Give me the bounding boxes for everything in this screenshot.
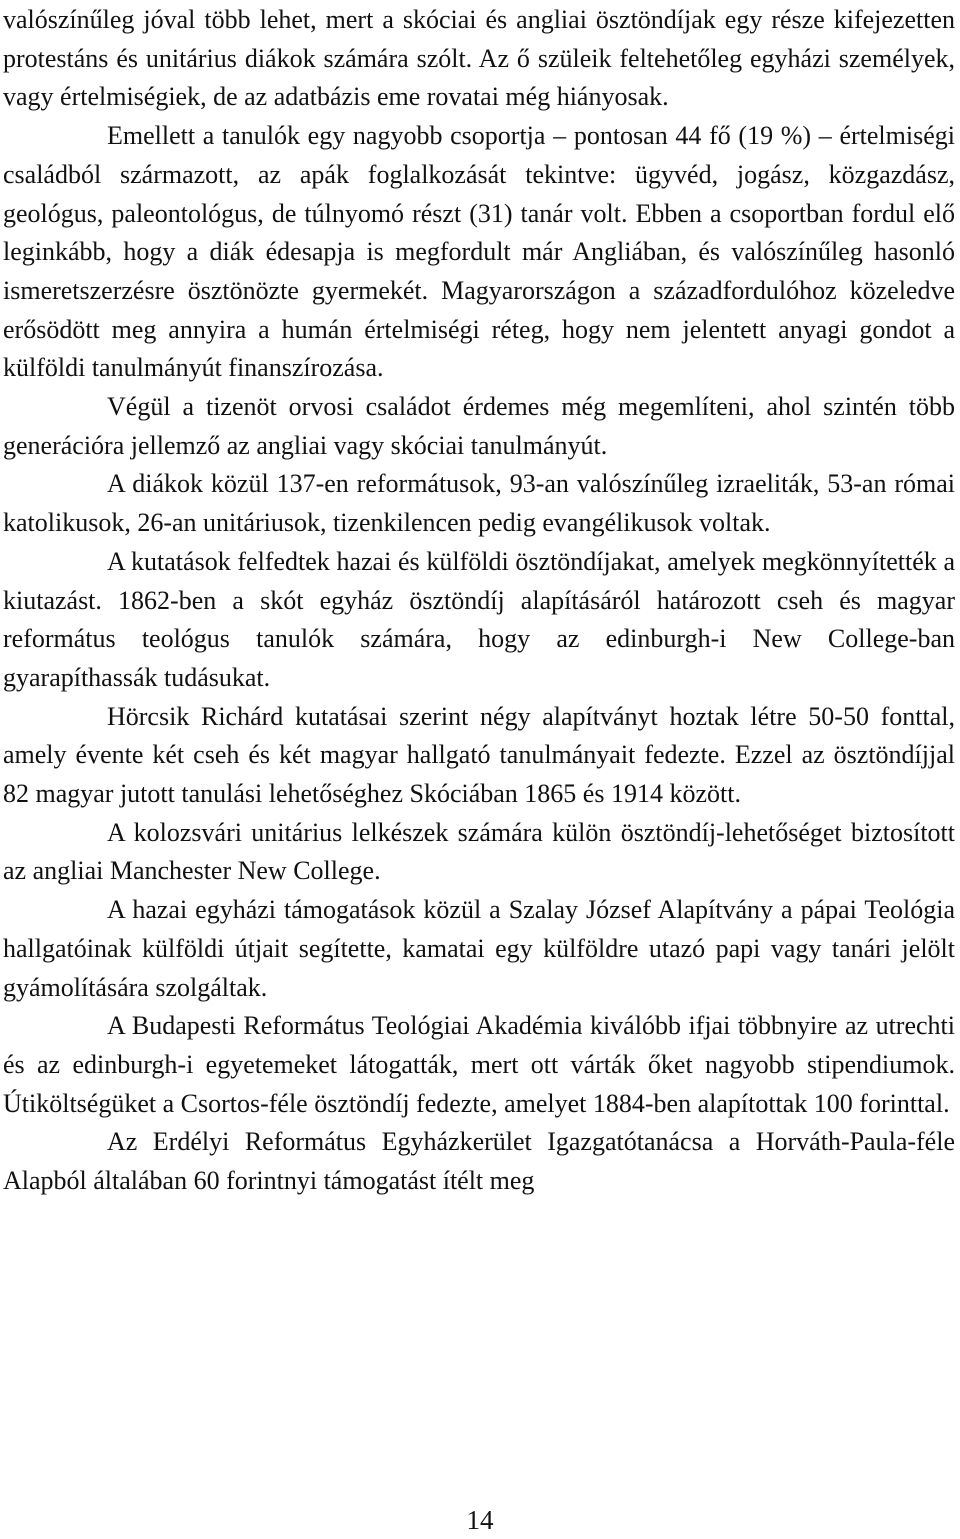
paragraph-7: A kolozsvári unitárius lelkészek számára külön ösztöndíj-lehetőséget biztosított az angliai Manchester New College. <box>3 817 955 886</box>
paragraph-10: Az Erdélyi Református Egyházkerület Igazgatótanácsa a Horváth-Paula-féle Alapból általában 60 forintnyi támogatást ítélt meg <box>3 1127 955 1196</box>
paragraph-3: Végül a tizenöt orvosi családot érdemes még megemlíteni, ahol szintén több generációra jellemző az angliai vagy skóciai tanulmányút. <box>3 392 955 460</box>
page-number: 14 <box>466 1505 494 1535</box>
paragraph-2: Emellett a tanulók egy nagyobb csoportja – pontosan 44 fő (19 %) – értelmiségi családból származott, az apák foglalkozását tekintve: ügyvéd, jogász, közgazdász, geológus, paleontológus, de túlnyomó részt (31) tanár volt. Ebben a csoportban fordul elő leginkább, hogy a diák édesapja is megfordult már Angliában, és valószínűleg hasonló ismeretszerzésre ösztönözte gyermekét. Magyarországon a századfordulóhoz közeledve erősödött meg annyira a humán értelmiségi réteg, hogy nem jelentett anyagi gondot a külföldi tanulmányút finanszírozása. <box>3 121 955 383</box>
paragraph-8: A hazai egyházi támogatások közül a Szalay József Alapítvány a pápai Teológia hallgatóinak külföldi útjait segítette, kamatai egy külföldre utazó papi vagy tanári jelölt gyámolítására szolgáltak. <box>3 895 955 1002</box>
paragraph-4: A diákok közül 137-en reformátusok, 93-an valószínűleg izraeliták, 53-an római katolikusok, 26-an unitáriusok, tizenkilencen pedig evangélikusok voltak. <box>3 469 955 538</box>
paragraph-1: valószínűleg jóval több lehet, mert a skóciai és angliai ösztöndíjak egy része kifejezetten protestáns és unitárius diákok számára szólt. Az ő szüleik feltehetőleg egyházi személyek, vagy értelmiségiek, de az adatbázis eme rovatai még hiányosak. <box>3 5 955 112</box>
paragraph-6: Hörcsik Richárd kutatásai szerint négy alapítványt hoztak létre 50-50 fonttal, amely évente két cseh és két magyar hallgató tanulmányait fedezte. Ezzel az ösztöndíjjal 82 magyar jutott tanulási lehetőséghez Skóciában 1865 és 1914 között. <box>3 701 955 809</box>
paragraph-5: A kutatások felfedtek hazai és külföldi ösztöndíjakat, amelyek megkönnyítették a kiutazást. 1862-ben a skót egyház ösztöndíj alapításáról határozott cseh és magyar református teológus tanulók számára, hogy az edinburgh-i New College-ban gyarapíthassák tudásukat. <box>3 546 955 692</box>
paragraph-9: A Budapesti Református Teológiai Akadémia kiválóbb ifjai többnyire az utrechti és az edinburgh-i egyetemeket látogatták, mert ott várták őket nagyobb stipendiumok. Útiköltségüket a Csortos-féle ösztöndíj fedezte, amelyet 1884-ben alapítottak 100 forinttal. <box>3 1011 955 1118</box>
body-text <box>3 1 955 1201</box>
